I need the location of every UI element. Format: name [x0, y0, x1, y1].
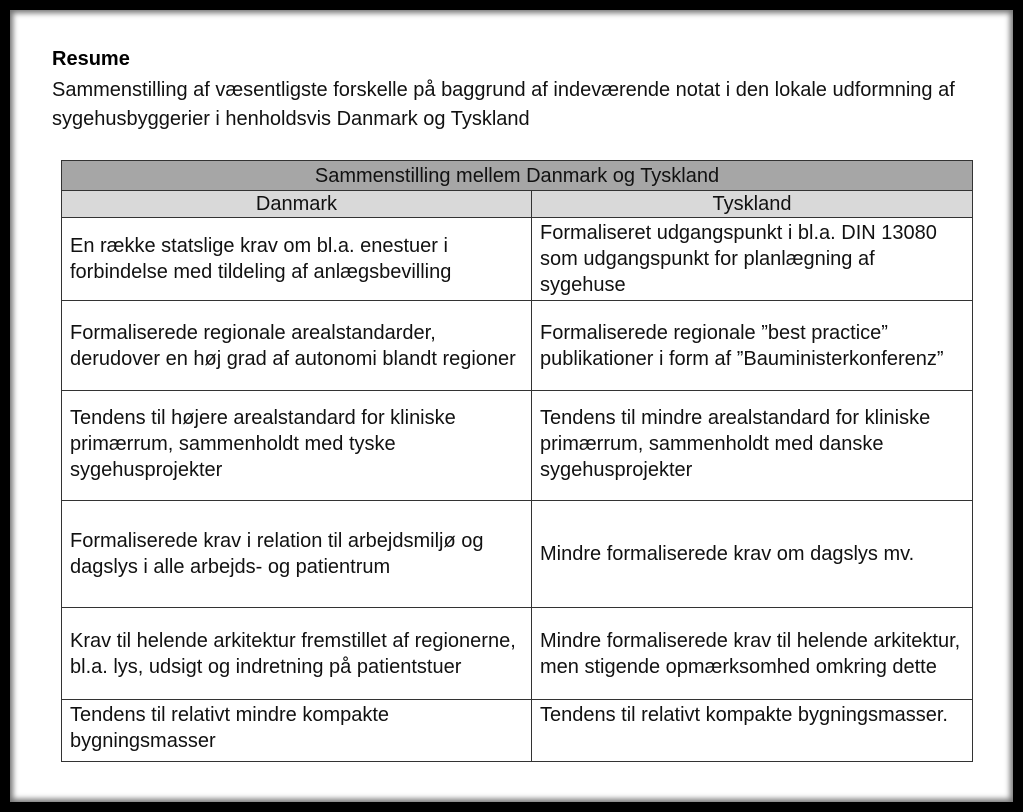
section-heading: Resume — [52, 48, 130, 70]
table-header-row — [62, 191, 973, 218]
table-caption-row — [62, 161, 973, 191]
column-header-tyskland: Tyskland — [532, 191, 973, 218]
table-row — [62, 301, 973, 391]
table-row — [62, 608, 973, 700]
table-caption: Sammenstilling mellem Danmark og Tyskland — [62, 161, 973, 191]
table-cell-tyskland: Formaliseret udgangspunkt i bl.a. DIN 13080 som udgangspunkt for planlægning af sygehuse — [532, 218, 973, 301]
table-cell-danmark: Tendens til relativt mindre kompakte bygningsmasser — [62, 700, 532, 762]
document-page — [10, 10, 1013, 802]
table-cell-danmark: Krav til helende arkitektur fremstillet af regionerne, bl.a. lys, udsigt og indretning på patientstuer — [62, 608, 532, 700]
table-cell-danmark: En række statslige krav om bl.a. enestuer i forbindelse med tildeling af anlægsbevilling — [62, 218, 532, 301]
table-cell-tyskland: Formaliserede regionale ”best practice” publikationer i form af ”Bauministerkonferenz” — [532, 301, 973, 391]
intro-paragraph: Sammenstilling af væsentligste forskelle på baggrund af indeværende notat i den lokale udformning af sygehusbyggerier i henholdsvis Danmark og Tyskland — [52, 79, 955, 130]
table-cell-tyskland: Mindre formaliserede krav til helende arkitektur, men stigende opmærksomhed omkring dette — [532, 608, 973, 700]
table-row — [62, 218, 973, 301]
comparison-table — [61, 160, 973, 762]
table-cell-tyskland: Mindre formaliserede krav om dagslys mv. — [532, 501, 973, 608]
table-cell-danmark: Formaliserede regionale arealstandarder, derudover en høj grad af autonomi blandt regioner — [62, 301, 532, 391]
table-cell-danmark: Formaliserede krav i relation til arbejdsmiljø og dagslys i alle arbejds- og patientrum — [62, 501, 532, 608]
table-row — [62, 391, 973, 501]
table-row — [62, 501, 973, 608]
table-cell-tyskland: Tendens til relativt kompakte bygningsmasser. — [532, 700, 973, 762]
table-row — [62, 700, 973, 762]
column-header-danmark: Danmark — [62, 191, 532, 218]
table-cell-danmark: Tendens til højere arealstandard for kliniske primærrum, sammenholdt med tyske sygehusprojekter — [62, 391, 532, 501]
table-cell-tyskland: Tendens til mindre arealstandard for kliniske primærrum, sammenholdt med danske sygehusprojekter — [532, 391, 973, 501]
